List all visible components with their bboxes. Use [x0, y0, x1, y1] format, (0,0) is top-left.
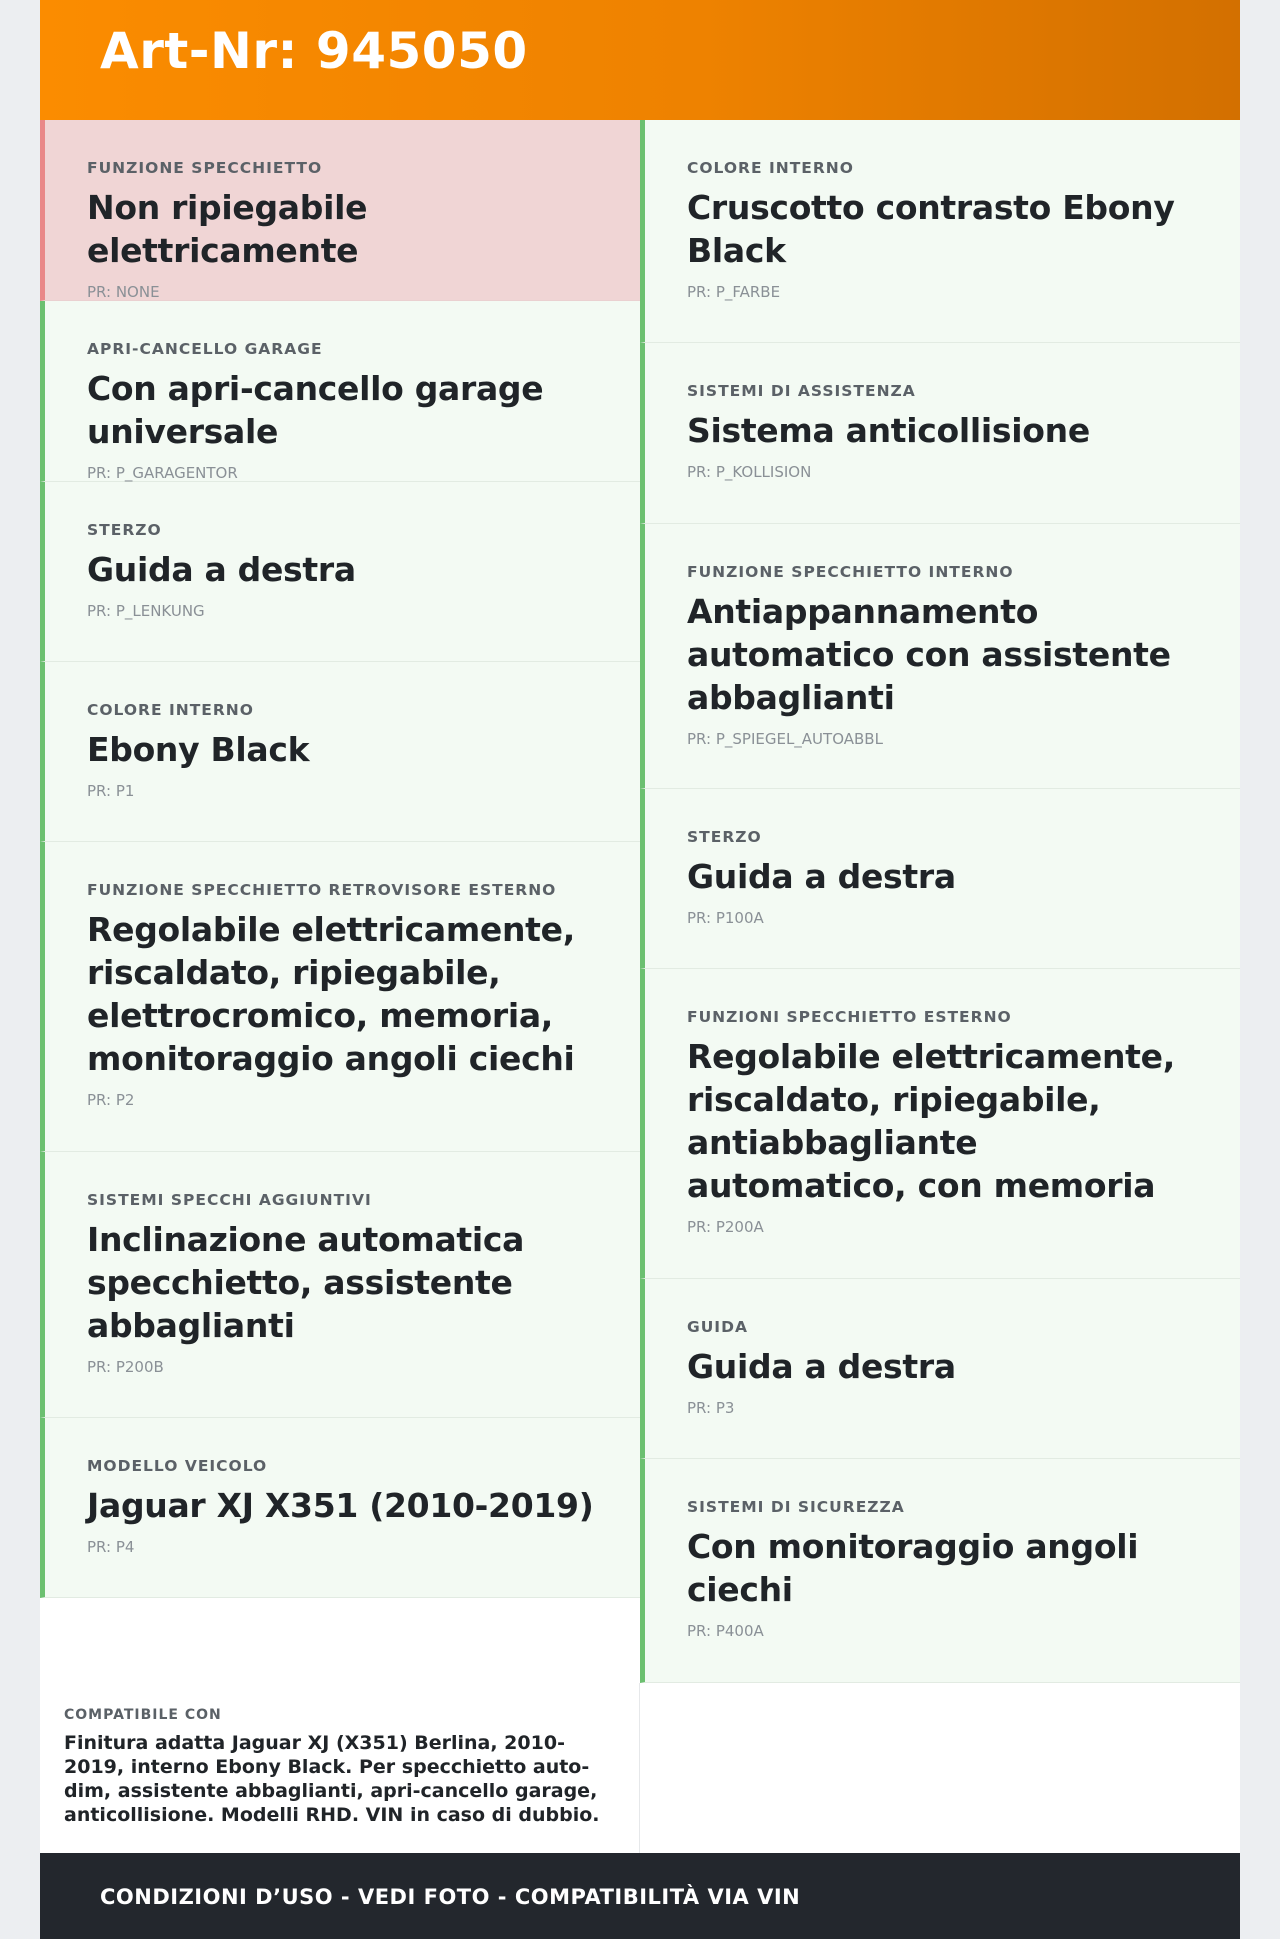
- spec-code: PR: P1: [87, 782, 135, 800]
- spec-grid: [40, 120, 1240, 1683]
- spec-cell-drive: [640, 1279, 1240, 1459]
- compatibility-text: Finitura adatta Jaguar XJ (X351) Berlina, 2010-2019, interno Ebony Black. Per specchietto auto-dim, assistente abbaglianti, apri-cancello garage, anticollisione. Modelli RHD. VIN in caso di dubbio.: [64, 1732, 600, 1826]
- spec-cell-vehicle-model: [40, 1418, 640, 1598]
- spec-cell-assistance-systems: [640, 343, 1240, 524]
- spec-cell-steering-right: [640, 789, 1240, 969]
- spec-value: Guida a destra: [687, 857, 956, 896]
- spec-cell-safety-systems: [640, 1459, 1240, 1683]
- footer-bar: [40, 1853, 1240, 1939]
- spec-label: STERZO: [87, 521, 162, 539]
- spec-cell-interior-color: [40, 662, 640, 842]
- spec-label: MODELLO VEICOLO: [87, 1457, 268, 1475]
- spec-value: Guida a destra: [87, 550, 356, 589]
- spec-code: PR: P4: [87, 1538, 135, 1556]
- spec-cell-exterior-mirror-functions: [640, 969, 1240, 1279]
- spec-cell-exterior-mirror: [40, 842, 640, 1152]
- spec-label: COLORE INTERNO: [687, 159, 854, 177]
- spec-value: Ebony Black: [87, 730, 310, 769]
- spec-value: Cruscotto contrasto Ebony Black: [687, 188, 1175, 270]
- spec-cell-mirror-function: [40, 120, 640, 301]
- spec-value: Inclinazione automatica specchietto, assistente abbaglianti: [87, 1220, 525, 1345]
- spec-code: PR: P_LENKUNG: [87, 602, 205, 620]
- spec-label: SISTEMI SPECCHI AGGIUNTIVI: [87, 1191, 372, 1209]
- spec-label: COLORE INTERNO: [87, 701, 254, 719]
- spec-label: APRI-CANCELLO GARAGE: [87, 340, 323, 358]
- header-bar: [40, 0, 1240, 120]
- spec-code: PR: P_KOLLISION: [687, 463, 812, 481]
- compatibility-box: [40, 1683, 640, 1853]
- spec-value: Non ripiegabile elettricamente: [87, 188, 368, 270]
- spec-code: PR: P_GARAGENTOR: [87, 464, 238, 482]
- spec-label: SISTEMI DI ASSISTENZA: [687, 382, 916, 400]
- spec-value: Guida a destra: [687, 1347, 956, 1386]
- spec-value: Antiappannamento automatico con assistente abbaglianti: [687, 592, 1171, 717]
- spec-label: FUNZIONI SPECCHIETTO ESTERNO: [687, 1008, 1012, 1026]
- spec-code: PR: P3: [687, 1399, 735, 1417]
- spec-label: SISTEMI DI SICUREZZA: [687, 1498, 905, 1516]
- spec-code: PR: P_SPIEGEL_AUTOABBL: [687, 730, 883, 748]
- spec-value: Regolabile elettricamente, riscaldato, ripiegabile, antiabbagliante automatico, con memoria: [687, 1037, 1175, 1205]
- spec-value: Jaguar XJ X351 (2010-2019): [87, 1486, 594, 1525]
- spec-code: PR: P_FARBE: [687, 283, 781, 301]
- spec-cell-interior-mirror: [640, 524, 1240, 789]
- spec-label: FUNZIONE SPECCHIETTO INTERNO: [687, 563, 1014, 581]
- spec-value: Sistema anticollisione: [687, 411, 1090, 450]
- spec-code: PR: P200A: [687, 1218, 764, 1236]
- spec-value: Con apri-cancello garage universale: [87, 369, 544, 451]
- spec-cell-garage-opener: [40, 301, 640, 482]
- spec-label: FUNZIONE SPECCHIETTO RETROVISORE ESTERNO: [87, 881, 557, 899]
- spec-column-right: [640, 120, 1240, 1683]
- product-card: [40, 0, 1240, 1939]
- spec-label: GUIDA: [687, 1318, 748, 1336]
- compatibility-label: COMPATIBILE CON: [64, 1707, 222, 1723]
- spec-column-left: [40, 120, 640, 1683]
- spec-value: Con monitoraggio angoli ciechi: [687, 1527, 1139, 1609]
- spec-cell-steering: [40, 482, 640, 662]
- spec-code: PR: P2: [87, 1091, 135, 1109]
- spec-code: PR: P200B: [87, 1358, 164, 1376]
- spec-cell-interior-color-dash: [640, 120, 1240, 343]
- spec-value: Regolabile elettricamente, riscaldato, ripiegabile, elettrocromico, memoria, monitoraggio angoli ciechi: [87, 910, 575, 1078]
- spec-code: PR: NONE: [87, 283, 160, 301]
- spec-code: PR: P100A: [687, 909, 764, 927]
- footer-terms: CONDIZIONI D’USO - VEDI FOTO - COMPATIBILITÀ VIA VIN: [100, 1885, 801, 1909]
- spec-code: PR: P400A: [687, 1622, 764, 1640]
- spec-label: FUNZIONE SPECCHIETTO: [87, 159, 323, 177]
- spec-label: STERZO: [687, 828, 762, 846]
- article-number-title: Art-Nr: 945050: [100, 22, 528, 80]
- spec-cell-additional-mirrors: [40, 1152, 640, 1418]
